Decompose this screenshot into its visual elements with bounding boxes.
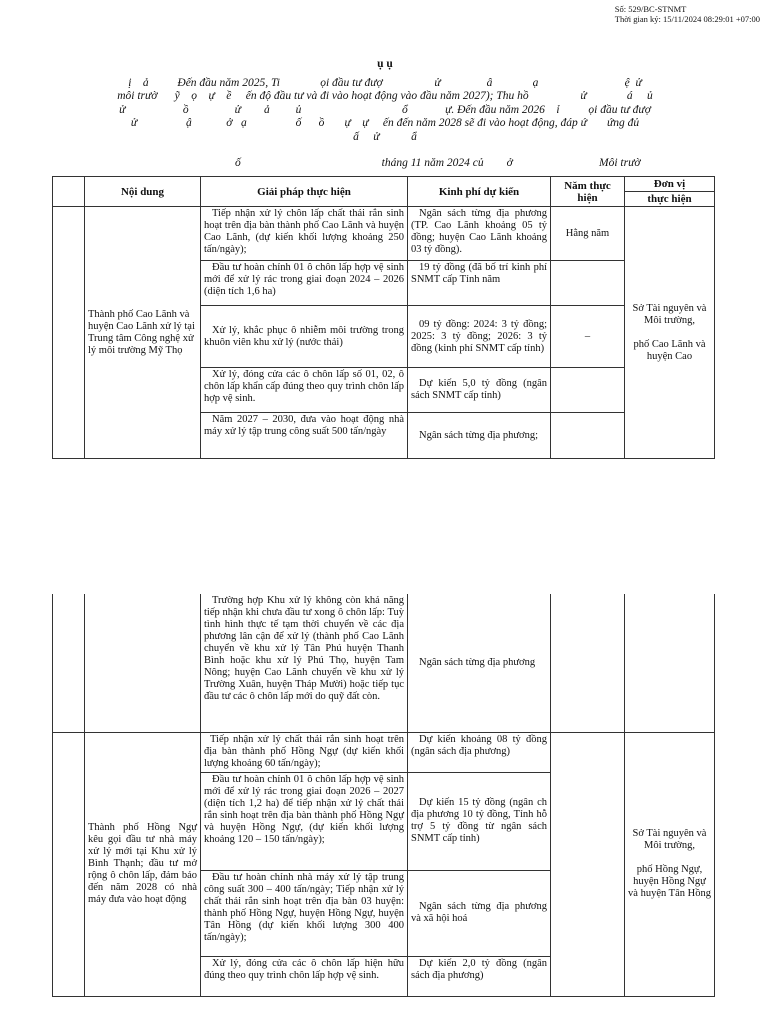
header-solution: Giải pháp thực hiện [201,177,408,207]
header-budget: Kinh phí dự kiến [408,177,551,207]
signed-time: Thời gian ký: 15/11/2024 08:29:01 +07:00 [614,14,760,24]
budget-cell: 09 tỷ đồng: 2024: 3 tỷ đồng; 2025: 3 tỷ đồng; 2026: 3 tỷ đồng (kinh phí SNMT cấp tỉnh) [408,306,551,368]
heading-line: ị ả Đến đầu năm 2025, Ti ọi đầu tư đượ ử â ạ ệ ử [128,76,642,89]
solution-cell: Trường hợp Khu xử lý không còn khả năng tiếp nhận khi chưa đầu tư xong ô chôn lấp: Tuỳ tình hình thực tế tạm thời chuyển về các địa phương lân cận để xử lý (thành phố Cao Lãnh chuyển về khu xử lý Tân Phú huyện Thanh Bình hoặc khu xử lý Phú Thọ, huyện Tam Nông; huyện Cao Lãnh chuyển về khu xử lý Trường Xuân, huyện Tháp Mười) hoặc tiếp tục đầu tư các ô chôn lấp mới do quỹ đất còn. [201,594,408,732]
solution-cell: Xử lý, khắc phục ô nhiễm môi trường trong khuôn viên khu xử lý (nước thải) [201,306,408,368]
header-content: Nội dung [85,177,201,207]
unit-line: phố Hồng Ngự, huyện Hồng Ngự và huyện Tân Hồng [628,864,711,899]
budget-cell: Ngân sách từng địa phương; [408,413,551,459]
header-index [53,177,85,207]
solution-cell: Đầu tư hoàn chỉnh 01 ô chôn lấp hợp vệ sinh mới để xử lý rác trong giai đoạn 2026 – 2027 (diện tích 1,2 ha) để tiếp nhận xử lý chất thải rắn sinh hoạt trên địa bàn thành phố Hồng Ngự và huyện Hồng Ngự, (dự kiến khối lượng khoảng 120 – 150 tấn/ngày); [201,772,408,870]
solution-cell: Tiếp nhận xử lý chôn lấp chất thải rắn sinh hoạt trên địa bàn thành phố Cao Lãnh và huyện Cao Lãnh, (dự kiến khối lượng khoảng 250 tấn/ngày); [201,207,408,261]
solution-cell: Xử lý, đóng cửa các ô chôn lấp hiện hữu đúng theo quy trình chôn lấp hợp vệ sinh. [201,956,408,996]
unit-cell [625,732,715,996]
document-heading [40,58,730,144]
group-content: Thành phố Hồng Ngự kêu gọi đầu tư nhà máy xử lý mới tại Khu xử lý Bình Thạnh; đầu tư mở rộng ô chôn lấp, đảm bảo đến năm 2028 có nhà máy đưa vào hoạt động [85,732,201,996]
heading-title: ụ ụ [377,58,393,70]
document-number: Số: 529/BC-STNMT [614,4,687,14]
document-reference [615,4,760,24]
budget-cell: Dự kiến 2,0 tỷ đồng (ngân sách địa phương) [408,956,551,996]
group-content [85,594,201,732]
heading-line: ấ ử ẩ [353,130,417,143]
unit-line: Sở Tài nguyên và Môi trường, [632,828,707,851]
group-content: Thành phố Cao Lãnh và huyện Cao Lãnh xử lý tại Trung tâm Công nghệ xử lý môi trường Mỹ Thọ [85,207,201,459]
solution-cell: Tiếp nhận xử lý chất thải rắn sinh hoạt trên địa bàn thành phố Hồng Ngự (dự kiến khối lượng khoảng 60 tấn/ngày); [201,732,408,772]
unit-cell [625,207,715,459]
budget-cell: Dự kiến 5,0 tỷ đồng (ngân sách SNMT cấp tỉnh) [408,368,551,413]
header-unit: Đơn vị [625,177,715,192]
year-cell: – [551,306,625,368]
row-index [53,732,85,996]
year-cell [551,413,625,459]
solutions-table-continued [52,594,715,997]
budget-cell: Ngân sách từng địa phương (TP. Cao Lãnh khoảng 05 tỷ đồng; huyện Cao Lãnh khoảng 03 tỷ đồng). [408,207,551,261]
year-cell [551,368,625,413]
heading-date-line: ố tháng 11 năm 2024 củ ở Môi trườ [235,157,641,169]
year-cell [551,261,625,306]
solution-cell: Xử lý, đóng cửa các ô chôn lấp số 01, 02, ô chôn lấp khẩn cấp đúng theo quy trình chôn lấp hợp vệ sinh. [201,368,408,413]
solution-cell: Đầu tư hoàn chỉnh 01 ô chôn lấp hợp vệ sinh mới để xử lý rác trong giai đoạn 2024 – 2026 (diện tích 1,6 ha) [201,261,408,306]
table-row [53,594,715,732]
year-cell [551,732,625,996]
budget-cell: Ngân sách từng địa phương [408,594,551,732]
budget-cell: Dự kiến khoảng 08 tỷ đồng (ngân sách địa phương) [408,732,551,772]
header-year: Năm thực hiện [551,177,625,207]
header-unit-sub: thực hiện [625,192,715,207]
row-index [53,207,85,459]
unit-cell [625,594,715,732]
heading-line: môi trườ ỹ ọ ự ề ến độ đầu tư và đi vào hoạt động vào đầu năm 2027); Thu hồ ử á ủ [117,90,653,102]
budget-cell: Dự kiến 15 tỷ đồng (ngân ch địa phương 10 tỷ đồng, Tỉnh hỗ trợ 5 tỷ đồng từ ngân sách SNMT cấp tỉnh) [408,772,551,870]
unit-line: Sở Tài nguyên và Môi trường, [632,302,707,326]
solutions-table [52,176,715,459]
budget-cell: Ngân sách từng địa phương và xã hội hoá [408,870,551,956]
table-row [53,207,715,261]
heading-line: ử ậ ở ạ ố ồ ự ự ến đến năm 2028 sẽ đi vào hoạt động, đáp ứ ứng đủ [130,117,640,129]
unit-line: phố Cao Lãnh và huyện Cao [633,338,706,362]
heading-line: ử ồ ử ả ủ ổ ự. Đến đầu năm 2026 ỉ ọi đầu tư đượ [119,103,651,116]
solution-cell: Năm 2027 – 2030, đưa vào hoạt động nhà máy xử lý tập trung công suất 500 tấn/ngày [201,413,408,459]
year-cell [551,594,625,732]
budget-cell: 19 tỷ đồng (đã bố trí kinh phí SNMT cấp Tỉnh năm [408,261,551,306]
table-row [53,732,715,772]
year-cell: Hằng năm [551,207,625,261]
row-index [53,594,85,732]
solution-cell: Đầu tư hoàn chỉnh nhà máy xử lý tập trung công suất 300 – 400 tấn/ngày; Tiếp nhận xử lý chất thải rắn sinh hoạt trên địa bàn 03 huyện: thành phố Hồng Ngự, huyện Hồng Ngự, huyện Tân Hồng (dự kiến khối lượng 300 400 tấn/ngày); [201,870,408,956]
